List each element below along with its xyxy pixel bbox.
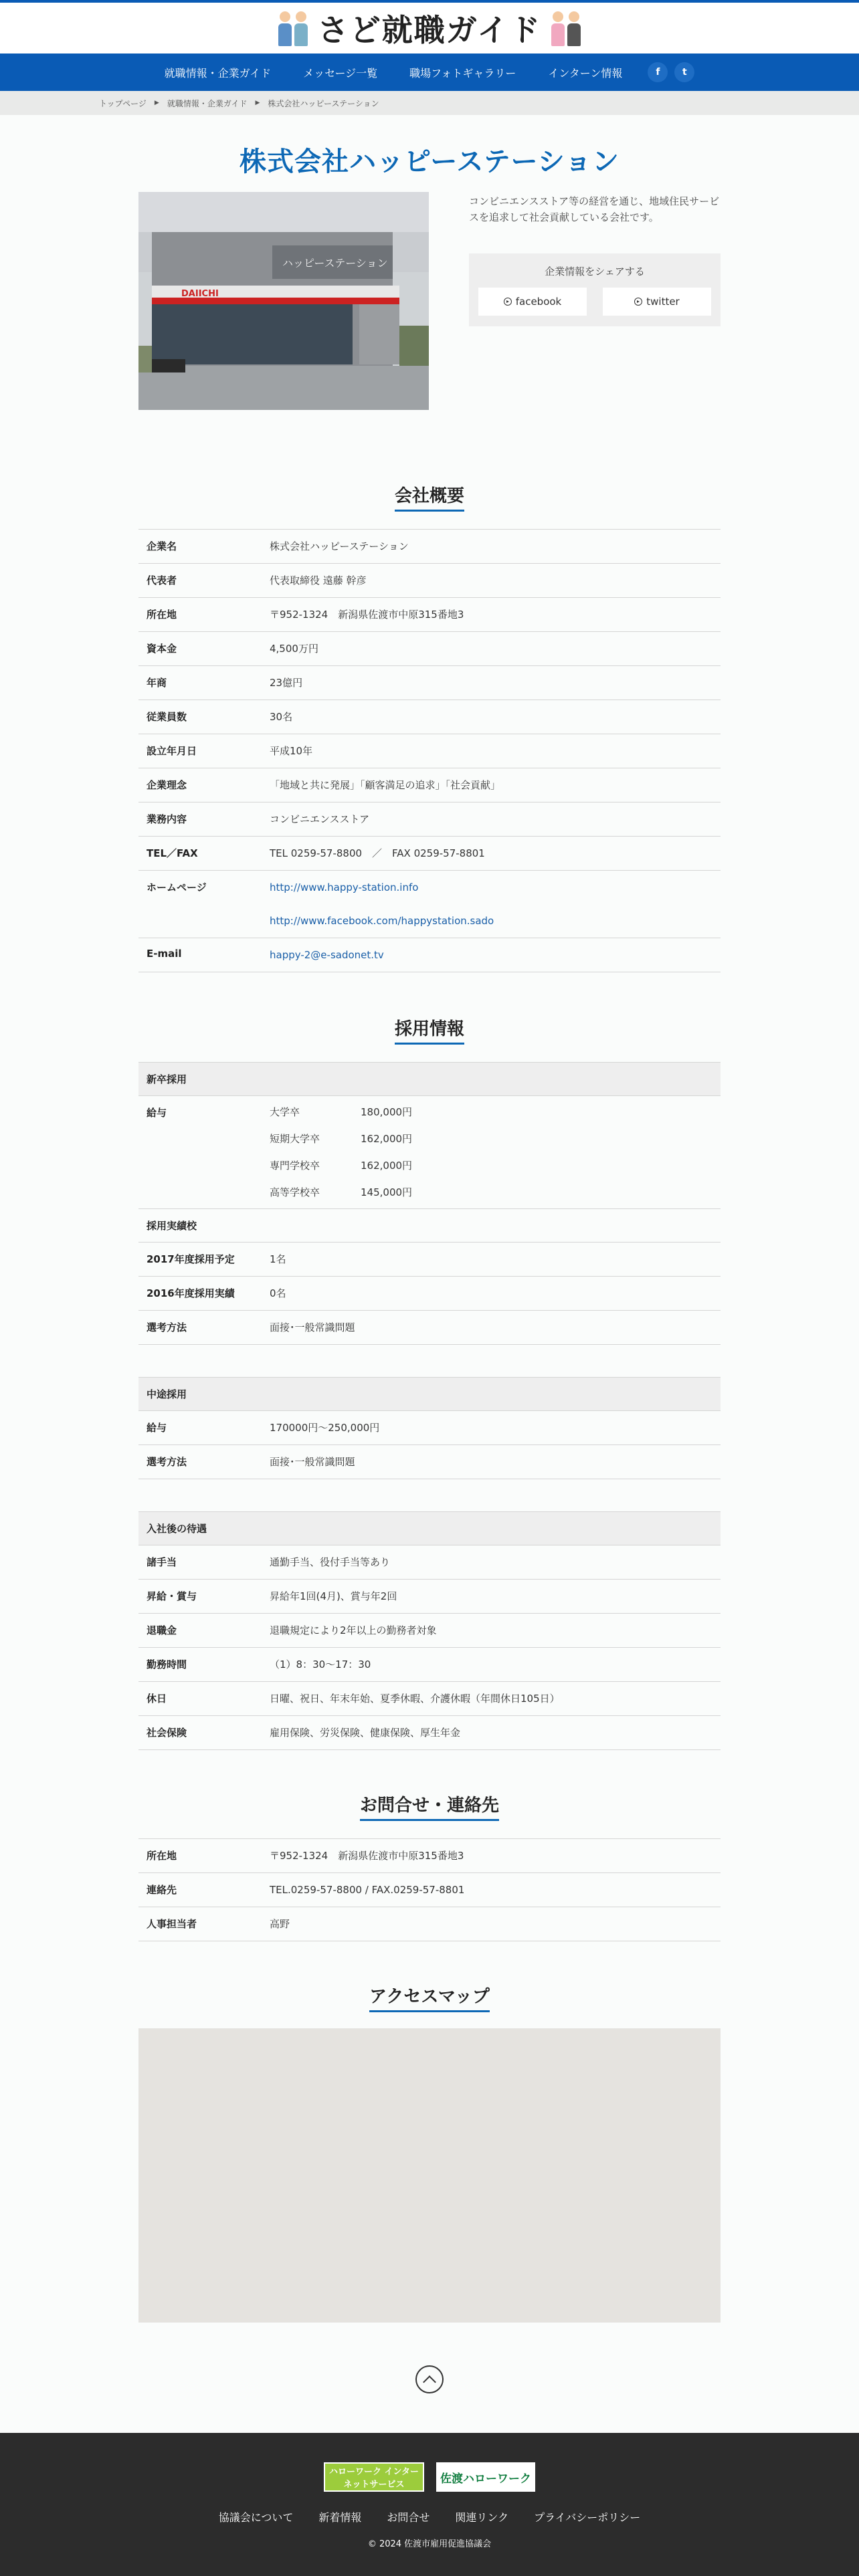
table-row-salary: 給与 大学卒 180,000円 短期大学卒 162,000円 専門学校卒 162,000円 高等学校卒 145,000円	[138, 1096, 721, 1209]
table-row-email: E-mail happy-2@e-sadonet.tv	[138, 938, 721, 972]
company-intro	[138, 192, 721, 410]
table-row: 所在地 〒952-1324 新潟県佐渡市中原315番地3	[138, 1839, 721, 1873]
table-row: 採用実績校	[138, 1209, 721, 1243]
recruit-heading: 採用情報	[138, 1015, 721, 1045]
store-photo-illustration	[138, 192, 429, 410]
nav-item-jobs[interactable]: 就職情報・企業ガイド	[164, 66, 272, 80]
table-row: 選考方法 面接･一般常識問題	[138, 1445, 721, 1479]
play-circle-icon	[634, 298, 642, 306]
share-title: 企業情報をシェアする	[545, 265, 645, 278]
benefits-table	[138, 1511, 721, 1750]
overview-table	[138, 529, 721, 972]
intro-side	[469, 192, 721, 410]
homepage-link[interactable]: http://www.happy-station.info	[270, 881, 419, 893]
play-circle-icon	[504, 298, 512, 306]
logo-figures-icon-right	[551, 9, 581, 47]
company-photo	[138, 192, 429, 410]
share-box	[469, 253, 721, 326]
share-buttons	[478, 288, 711, 316]
share-facebook-button[interactable]	[478, 288, 587, 316]
chevron-up-icon	[423, 2375, 436, 2389]
table-row: 所在地 〒952-1324 新潟県佐渡市中原315番地3	[138, 598, 721, 632]
contact-table	[138, 1838, 721, 1941]
table-row: TEL／FAX TEL 0259-57-8800 ／ FAX 0259-57-8801	[138, 837, 721, 871]
nav-item-messages[interactable]: メッセージ一覧	[303, 66, 378, 80]
access-map[interactable]	[138, 2028, 721, 2323]
facebook-page-link[interactable]: http://www.facebook.com/happystation.sado	[270, 915, 494, 927]
back-to-top-button[interactable]	[415, 2365, 444, 2393]
breadcrumb-current: 株式会社ハッピーステーション	[268, 98, 379, 108]
salary-line: 大学卒 180,000円	[270, 1106, 413, 1118]
table-row: 休日 日曜、祝日、年末年始、夏季休暇、介護休暇（年間休日105日）	[138, 1682, 721, 1716]
table-row: 人事担当者 高野	[138, 1907, 721, 1941]
table-row: 代表者 代表取締役 遠藤 幹彦	[138, 564, 721, 598]
breadcrumb	[0, 91, 859, 115]
nav-item-intern[interactable]: インターン情報	[548, 66, 623, 80]
footer-links	[0, 2509, 859, 2525]
table-row: 資本金 4,500万円	[138, 632, 721, 666]
footer-link-privacy[interactable]: プライバシーポリシー	[534, 2511, 641, 2524]
group-header: 入社後の待遇	[138, 1512, 721, 1545]
table-row: 従業員数 30名	[138, 700, 721, 734]
table-row: 諸手当 通勤手当、役付手当等あり	[138, 1545, 721, 1580]
new-grad-table	[138, 1062, 721, 1345]
nav-item-gallery[interactable]: 職場フォトギャラリー	[409, 66, 516, 80]
table-row: 給与 170000円～250,000円	[138, 1411, 721, 1445]
breadcrumb-jobs[interactable]: 就職情報・企業ガイド	[167, 98, 248, 108]
table-row-homepage: ホームページ http://www.happy-station.info http://www.facebook.com/happystation.sado	[138, 871, 721, 938]
group-header: 新卒採用	[138, 1063, 721, 1096]
share-twitter-label: twitter	[646, 296, 680, 308]
footer-link-news[interactable]: 新着情報	[318, 2511, 362, 2524]
table-row: 2017年度採用予定 1名	[138, 1243, 721, 1277]
mid-career-table	[138, 1377, 721, 1479]
footer-banners	[0, 2462, 859, 2492]
share-twitter-button[interactable]	[603, 288, 711, 316]
share-facebook-label: facebook	[515, 296, 562, 308]
logo-figures-icon	[278, 9, 308, 47]
hellowork-internet-banner[interactable]: ハローワーク インターネットサービス	[324, 2462, 424, 2492]
photo-sign-text: ハッピーステーション	[282, 257, 388, 270]
email-link[interactable]: happy-2@e-sadonet.tv	[270, 949, 384, 961]
overview-heading: 会社概要	[138, 482, 721, 512]
contact-heading: お問合せ・連絡先	[138, 1792, 721, 1821]
table-row: 退職金 退職規定により2年以上の勤務者対象	[138, 1614, 721, 1648]
table-row: 業務内容 コンビニエンスストア	[138, 802, 721, 837]
site-logo[interactable]: さど就職ガイド	[317, 12, 542, 48]
table-row: 2016年度採用実績 0名	[138, 1277, 721, 1311]
page-title: 株式会社ハッピーステーション	[240, 146, 619, 177]
table-row: 企業理念 「地域と共に発展」「顧客満足の追求」「社会貢献」	[138, 768, 721, 802]
twitter-icon[interactable]: t	[674, 62, 694, 82]
copyright: © 2024 佐渡市雇用促進協議会	[367, 2539, 492, 2549]
main-content	[138, 140, 721, 2393]
table-row: 選考方法 面接･一般常識問題	[138, 1311, 721, 1345]
nav-social	[648, 62, 694, 82]
salary-line: 高等学校卒 145,000円	[270, 1186, 413, 1198]
salary-line: 専門学校卒 162,000円	[270, 1160, 413, 1172]
table-row: 年商 23億円	[138, 666, 721, 700]
chevron-right-icon: ▶	[255, 100, 260, 106]
site-header	[0, 3, 859, 53]
footer-link-contact[interactable]: お問合せ	[387, 2511, 430, 2524]
table-row: 昇給・賞与 昇給年1回(4月)、賞与年2回	[138, 1580, 721, 1614]
access-heading: アクセスマップ	[138, 1983, 721, 2012]
table-row: 企業名 株式会社ハッピーステーション	[138, 530, 721, 564]
table-row: 勤務時間 （1）8：30〜17：30	[138, 1648, 721, 1682]
table-row: 設立年月日 平成10年	[138, 734, 721, 768]
salary-line: 短期大学卒 162,000円	[270, 1133, 413, 1145]
sado-hellowork-banner[interactable]: 佐渡ハローワーク	[436, 2462, 535, 2492]
main-nav	[0, 53, 859, 91]
breadcrumb-home[interactable]: トップページ	[99, 98, 147, 108]
table-row: 連絡先 TEL.0259-57-8800 / FAX.0259-57-8801	[138, 1873, 721, 1907]
table-row: 社会保険 雇用保険、労災保険、健康保険、厚生年金	[138, 1716, 721, 1750]
company-description: コンビニエンスストア等の経営を通じ、地域住民サービスを追求して社会貢献している会社です。	[469, 195, 720, 223]
chevron-right-icon: ▶	[154, 100, 159, 106]
photo-store-name: DAIICHI	[181, 289, 219, 299]
footer-link-related[interactable]: 関連リンク	[455, 2511, 509, 2524]
site-footer	[0, 2433, 859, 2576]
group-header: 中途採用	[138, 1378, 721, 1411]
footer-link-about[interactable]: 協議会について	[218, 2511, 294, 2524]
facebook-icon[interactable]: f	[648, 62, 668, 82]
